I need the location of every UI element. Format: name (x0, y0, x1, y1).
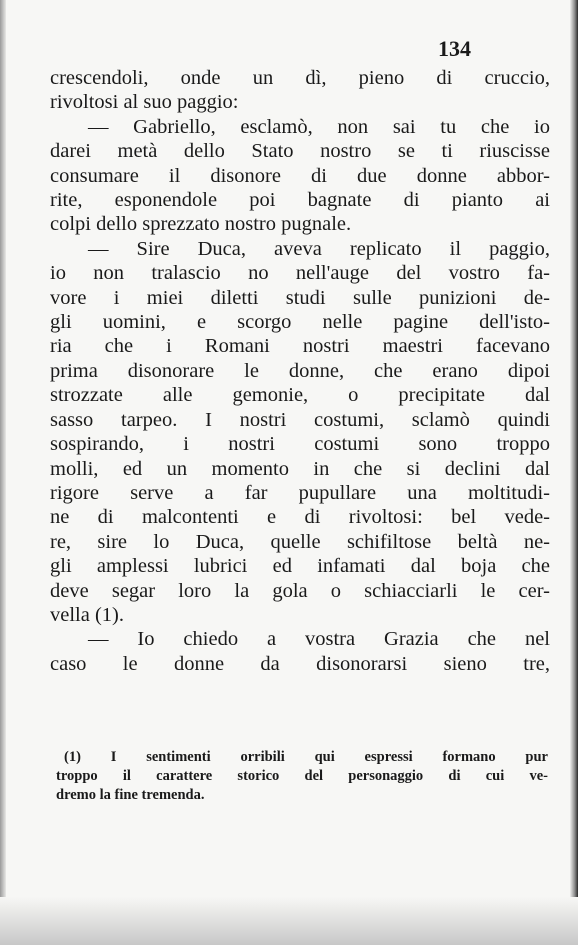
text-line: strozzate alle gemonie, o precipitate dal (50, 384, 550, 407)
footnote (56, 748, 548, 805)
text-line: rite, esponendole poi bagnate di pianto ai (50, 189, 550, 212)
text-line: ria che i Romani nostri maestri facevano (50, 335, 550, 358)
text-line: gli amplessi lubrici ed infamati dal boja che (50, 555, 550, 578)
text-line: colpi dello sprezzato nostro pugnale. (50, 213, 352, 236)
text-line: — Gabriello, esclamò, non sai tu che io (88, 115, 550, 138)
body-text (50, 66, 550, 676)
text-line: caso le donne da disonorarsi sieno tre, (50, 652, 550, 675)
page-number: 134 (438, 36, 471, 61)
text-line: rigore serve a far pupullare una moltitudi- (50, 481, 550, 504)
text-line: vella (1). (50, 603, 124, 626)
text-line: prima disonorare le donne, che erano dipoi (50, 359, 550, 382)
text-line: re, sire lo Duca, quelle schifiltose beltà ne- (50, 530, 550, 553)
text-line: molli, ed un momento in che si declini dal (50, 457, 550, 480)
text-line: deve segar loro la gola o schiacciarli le cer- (50, 579, 550, 602)
text-line: — Io chiedo a vostra Grazia che nel (88, 628, 550, 651)
text-line: — Sire Duca, aveva replicato il paggio, (88, 237, 550, 260)
text-line: gli uomini, e scorgo nelle pagine dell'isto- (50, 311, 550, 334)
text-line: consumare il disonore di due donne abbor- (50, 164, 550, 187)
text-line: sasso tarpeo. I nostri costumi, sclamò quindi (50, 408, 550, 431)
text-line: darei metà dello Stato nostro se ti riuscisse (50, 140, 550, 163)
page-left-edge (0, 0, 6, 945)
text-line: io non tralascio no nell'auge del vostro fa- (50, 262, 550, 285)
text-line: crescendoli, onde un dì, pieno di cruccio, (50, 67, 550, 89)
footnote-line: troppo il carattere storico del personaggio di cui ve- (56, 768, 548, 784)
text-line: ne di malcontenti e di rivoltosi: bel vede- (50, 506, 550, 529)
text-line: sospirando, i nostri costumi sono troppo (50, 433, 550, 456)
text-line: vore i miei diletti studi sulle punizioni de- (50, 286, 550, 309)
page-bottom-shadow (0, 897, 578, 945)
footnote-line: (1) I sentimenti orribili qui espressi formano pur (64, 749, 548, 765)
page-right-edge (570, 0, 578, 945)
text-line: rivoltosi al suo paggio: (50, 91, 239, 114)
footnote-line: dremo la fine tremenda. (56, 787, 205, 803)
